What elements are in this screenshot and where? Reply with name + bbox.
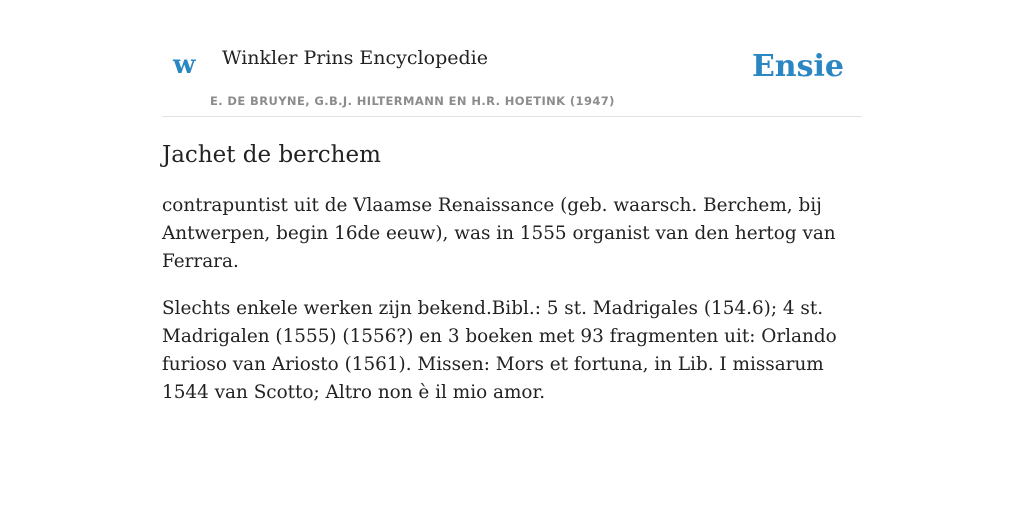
page: [162, 0, 862, 512]
header: [162, 0, 862, 117]
book-title[interactable]: Winkler Prins Encyclopedie: [222, 47, 488, 69]
book-authors: E. DE BRUYNE, G.B.J. HILTERMANN EN H.R. HOETINK (1947): [210, 94, 615, 108]
article-paragraph: Slechts enkele werken zijn bekend.Bibl.: 5 st. Madrigales (154.6); 4 st. Madrigalen (1555) (1556?) en 3 boeken met 93 fragmenten uit: Orlando furioso van Ariosto (1561). Missen: Mors et fortuna, in Lib. I missarum 1544 van Scotto; Altro non è il mio amor.: [162, 298, 837, 403]
book-logo-link[interactable]: w: [173, 50, 196, 80]
article-body: [162, 192, 862, 426]
article-paragraph: contrapuntist uit de Vlaamse Renaissance (geb. waarsch. Berchem, bij Antwerpen, begin 16de eeuw), was in 1555 organist van den hertog van Ferrara.: [162, 195, 836, 272]
brand-logo-link[interactable]: Ensie: [751, 49, 844, 84]
article-title: Jachet de berchem: [162, 142, 381, 168]
